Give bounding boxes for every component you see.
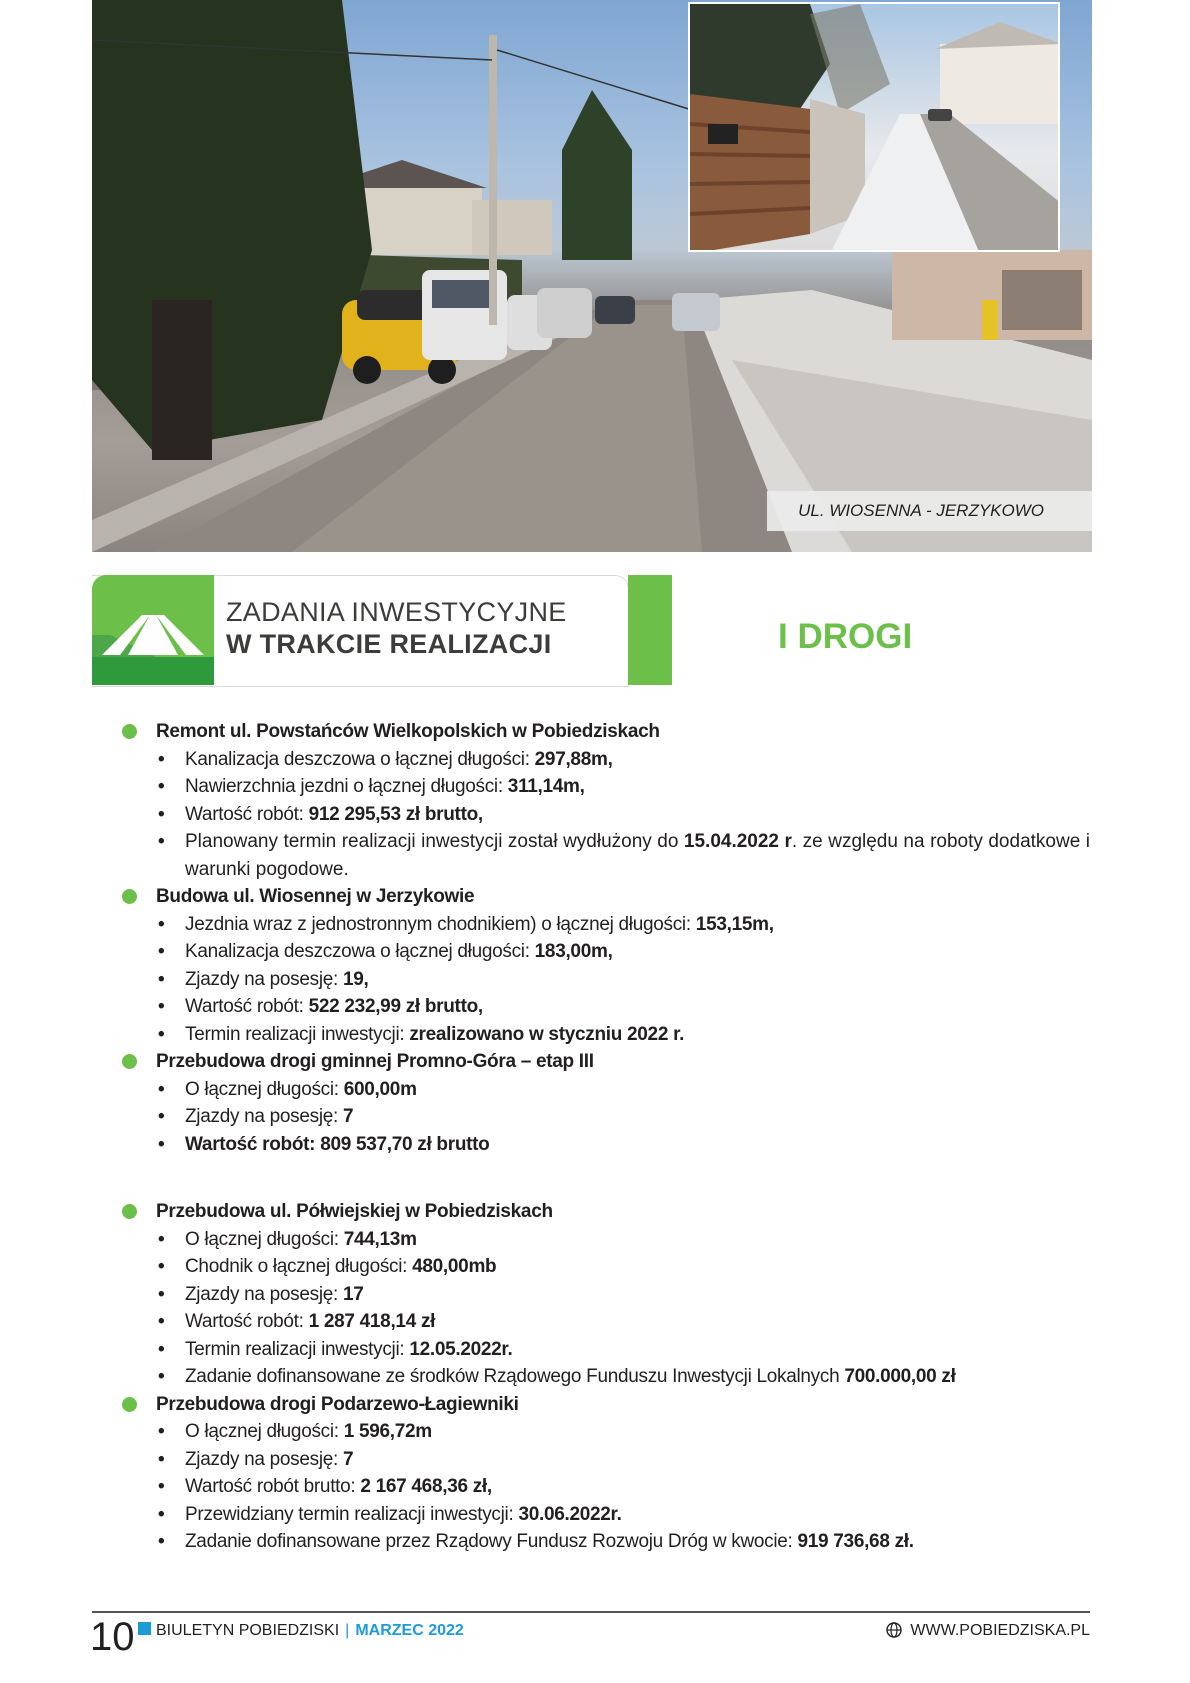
item-title: Przebudowa drogi Podarzewo-Łagiewniki	[156, 1391, 1190, 1419]
inset-photo	[688, 2, 1060, 252]
inset-street-illustration	[690, 4, 1060, 252]
item-title: Przebudowa ul. Półwiejskiej w Pobiedziskach	[156, 1198, 1190, 1226]
square-icon	[138, 1622, 151, 1635]
footer-separator: |	[345, 1622, 350, 1639]
detail-point: • O łącznej długości: 1 596,72m	[185, 1418, 1090, 1446]
detail-point: • Zadanie dofinansowane przez Rządowy Fundusz Rozwoju Dróg w kwocie: 919 736,68 zł.	[185, 1528, 1090, 1556]
detail-point: • O łącznej długości: 744,13m	[185, 1226, 1090, 1254]
detail-point: • Wartość robót: 809 537,70 zł brutto	[185, 1131, 1090, 1159]
section-title: I DROGI	[778, 617, 913, 656]
road-icon	[92, 575, 214, 685]
detail-point: • Przewidziany termin realizacji inwestycji: 30.06.2022r.	[185, 1501, 1090, 1529]
photo-caption: UL. WIOSENNA - JERZYKOWO	[767, 491, 1092, 531]
detail-point: • Wartość robót: 912 295,53 zł brutto,	[185, 801, 1090, 829]
publication-name: BIULETYN POBIEDZISKI	[156, 1622, 340, 1639]
banner-accent-bar	[628, 575, 672, 685]
item-title: Remont ul. Powstańców Wielkopolskich w Pobiedziskach	[156, 718, 1190, 746]
detail-point: • O łącznej długości: 600,00m	[185, 1076, 1090, 1104]
footer-divider	[92, 1611, 1090, 1613]
footer-publication	[156, 1619, 464, 1643]
detail-point: • Zjazdy na posesję: 17	[185, 1281, 1090, 1309]
detail-point: • Kanalizacja deszczowa o łącznej długości: 297,88m,	[185, 746, 1090, 774]
green-bullet-icon	[122, 1397, 137, 1412]
detail-point: • Chodnik o łącznej długości: 480,00mb	[185, 1253, 1090, 1281]
investment-list	[0, 718, 1190, 1556]
list-item	[0, 1048, 1190, 1158]
detail-point: • Termin realizacji inwestycji: 12.05.2022r.	[185, 1336, 1090, 1364]
green-bullet-icon	[122, 1204, 137, 1219]
banner-title	[226, 596, 567, 660]
street-photo	[92, 0, 1092, 552]
green-bullet-icon	[122, 889, 137, 904]
list-item	[0, 1198, 1190, 1391]
footer-website	[886, 1619, 1090, 1643]
list-item	[0, 1391, 1190, 1556]
detail-point: • Nawierzchnia jezdni o łącznej długości: 311,14m,	[185, 773, 1090, 801]
detail-point: • Zjazdy na posesję: 19,	[185, 966, 1090, 994]
list-item	[0, 718, 1190, 883]
detail-point: • Zjazdy na posesję: 7	[185, 1446, 1090, 1474]
banner-title-line1: ZADANIA INWESTYCYJNE	[226, 597, 567, 627]
detail-point: • Zadanie dofinansowane ze środków Rządowego Funduszu Inwestycji Lokalnych 700.000,00 zł	[185, 1363, 1090, 1391]
item-title: Budowa ul. Wiosennej w Jerzykowie	[156, 883, 1190, 911]
detail-point: • Wartość robót brutto: 2 167 468,36 zł,	[185, 1473, 1090, 1501]
green-bullet-icon	[122, 724, 137, 739]
detail-point: • Termin realizacji inwestycji: zrealizowano w styczniu 2022 r.	[185, 1021, 1090, 1049]
website-link[interactable]: WWW.POBIEDZISKA.PL	[910, 1622, 1090, 1639]
detail-point: • Zjazdy na posesję: 7	[185, 1103, 1090, 1131]
green-bullet-icon	[122, 1054, 137, 1069]
detail-point: • Wartość robót: 522 232,99 zł brutto,	[185, 993, 1090, 1021]
detail-point: • Jezdnia wraz z jednostronnym chodnikiem) o łącznej długości: 153,15m,	[185, 911, 1090, 939]
spacer	[0, 1158, 1190, 1198]
globe-icon	[886, 1622, 902, 1638]
detail-point: • Wartość robót: 1 287 418,14 zł	[185, 1308, 1090, 1336]
issue-date: MARZEC 2022	[355, 1622, 464, 1639]
detail-point: • Kanalizacja deszczowa o łącznej długości: 183,00m,	[185, 938, 1090, 966]
detail-point: • Planowany termin realizacji inwestycji został wydłużony do 15.04.2022 r. ze względu na roboty dodatkowe i warunki pogodowe.	[185, 828, 1090, 883]
banner-title-line2: W TRAKCIE REALIZACJI	[226, 629, 552, 659]
list-item	[0, 883, 1190, 1048]
page-number: 10	[90, 1615, 135, 1659]
item-title: Przebudowa drogi gminnej Promno-Góra – etap III	[156, 1048, 1190, 1076]
